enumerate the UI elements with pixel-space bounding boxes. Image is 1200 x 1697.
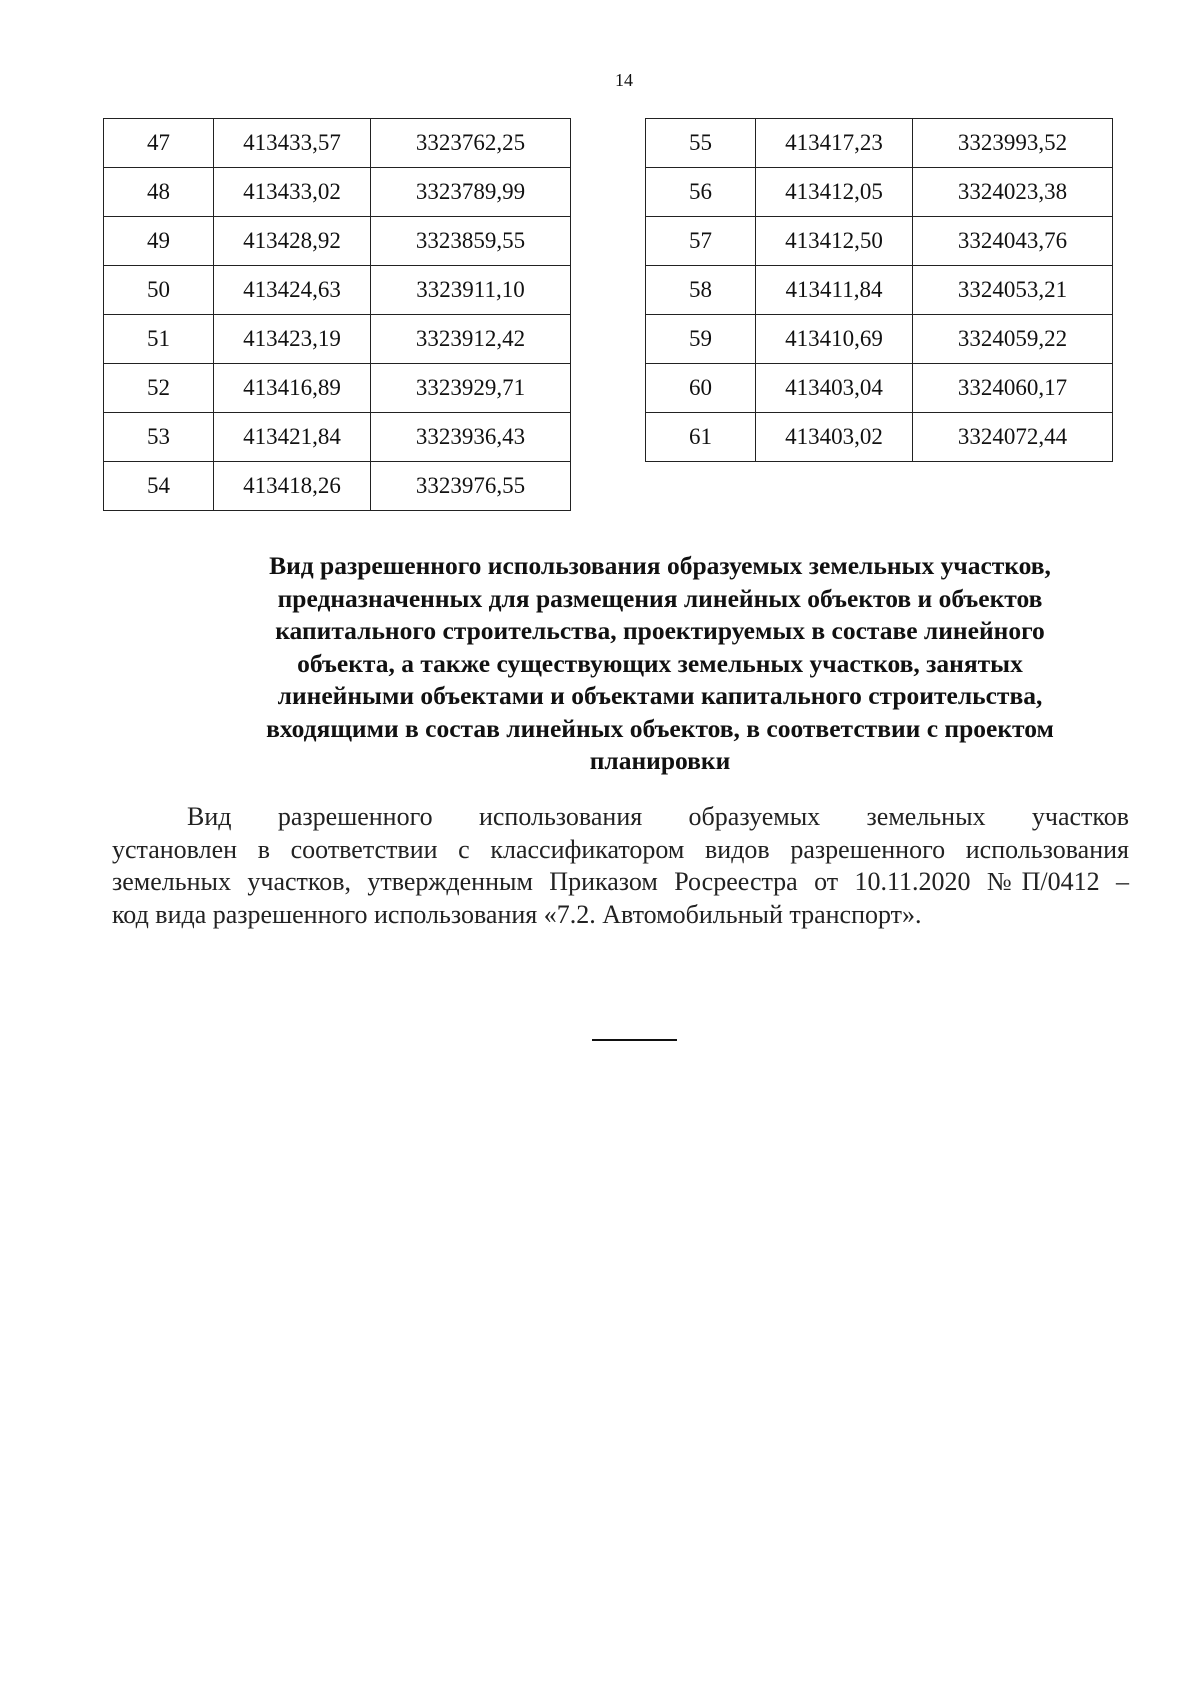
x-coordinate-cell: 413428,92 (214, 217, 371, 266)
y-coordinate-cell: 3324072,44 (913, 413, 1113, 462)
table-row (104, 119, 571, 168)
heading-line: предназначенных для размещения линейных объектов и объектов (277, 583, 1043, 613)
point-number-cell: 48 (104, 168, 214, 217)
table-row (646, 315, 1113, 364)
body-line: установлен в соответствии с классификатором видов разрешенного использования (112, 834, 1129, 864)
x-coordinate-cell: 413423,19 (214, 315, 371, 364)
coordinates-table-right (645, 118, 1113, 462)
point-number-cell: 60 (646, 364, 756, 413)
x-coordinate-cell: 413412,50 (756, 217, 913, 266)
x-coordinate-cell: 413433,57 (214, 119, 371, 168)
y-coordinate-cell: 3323859,55 (371, 217, 571, 266)
body-line: земельных участков, утвержденным Приказом Росреестра от 10.11.2020 №П/0412 – (112, 867, 1129, 896)
y-coordinate-cell: 3323762,25 (371, 119, 571, 168)
point-number-cell: 59 (646, 315, 756, 364)
y-coordinate-cell: 3324023,38 (913, 168, 1113, 217)
point-number-cell: 53 (104, 413, 214, 462)
x-coordinate-cell: 413424,63 (214, 266, 371, 315)
table-row (104, 413, 571, 462)
x-coordinate-cell: 413433,02 (214, 168, 371, 217)
table-row (646, 413, 1113, 462)
table-row (104, 364, 571, 413)
point-number-cell: 50 (104, 266, 214, 315)
y-coordinate-cell: 3324053,21 (913, 266, 1113, 315)
heading-line: объекта, а также существующих земельных участков, занятых (297, 648, 1023, 678)
section-heading (200, 550, 1120, 778)
point-number-cell: 56 (646, 168, 756, 217)
y-coordinate-cell: 3323912,42 (371, 315, 571, 364)
table-row (104, 315, 571, 364)
point-number-cell: 52 (104, 364, 214, 413)
point-number-cell: 57 (646, 217, 756, 266)
table-row (646, 168, 1113, 217)
x-coordinate-cell: 413417,23 (756, 119, 913, 168)
point-number-cell: 55 (646, 119, 756, 168)
end-divider (592, 1039, 677, 1041)
table-row (646, 266, 1113, 315)
y-coordinate-cell: 3323911,10 (371, 266, 571, 315)
table-row (646, 364, 1113, 413)
point-number-cell: 61 (646, 413, 756, 462)
x-coordinate-cell: 413403,02 (756, 413, 913, 462)
x-coordinate-cell: 413412,05 (756, 168, 913, 217)
heading-line: капитального строительства, проектируемых в составе линейного (275, 616, 1045, 645)
y-coordinate-cell: 3323789,99 (371, 168, 571, 217)
heading-line: линейными объектами и объектами капитального строительства, (277, 681, 1043, 710)
table-row (646, 119, 1113, 168)
point-number-cell: 54 (104, 462, 214, 511)
body-line: код вида разрешенного использования «7.2. Автомобильный транспорт». (112, 899, 922, 929)
table-row (104, 266, 571, 315)
point-number-cell: 47 (104, 119, 214, 168)
y-coordinate-cell: 3324060,17 (913, 364, 1113, 413)
table-row (104, 217, 571, 266)
y-coordinate-cell: 3324043,76 (913, 217, 1113, 266)
x-coordinate-cell: 413411,84 (756, 266, 913, 315)
x-coordinate-cell: 413416,89 (214, 364, 371, 413)
x-coordinate-cell: 413421,84 (214, 413, 371, 462)
x-coordinate-cell: 413403,04 (756, 364, 913, 413)
body-line: Вид разрешенного использования образуемых земельных участков (187, 802, 1129, 831)
coordinates-table-left (103, 118, 571, 511)
table-row (104, 168, 571, 217)
point-number-cell: 58 (646, 266, 756, 315)
page-number: 14 (615, 70, 633, 90)
y-coordinate-cell: 3323929,71 (371, 364, 571, 413)
point-number-cell: 51 (104, 315, 214, 364)
y-coordinate-cell: 3323993,52 (913, 119, 1113, 168)
x-coordinate-cell: 413410,69 (756, 315, 913, 364)
body-paragraph (112, 801, 1129, 931)
heading-line: входящими в состав линейных объектов, в соответствии с проектом (266, 713, 1054, 743)
x-coordinate-cell: 413418,26 (214, 462, 371, 511)
y-coordinate-cell: 3323936,43 (371, 413, 571, 462)
point-number-cell: 49 (104, 217, 214, 266)
heading-line: Вид разрешенного использования образуемых земельных участков, (269, 551, 1051, 580)
table-row (646, 217, 1113, 266)
y-coordinate-cell: 3324059,22 (913, 315, 1113, 364)
table-row (104, 462, 571, 511)
y-coordinate-cell: 3323976,55 (371, 462, 571, 511)
heading-line: планировки (589, 746, 731, 775)
